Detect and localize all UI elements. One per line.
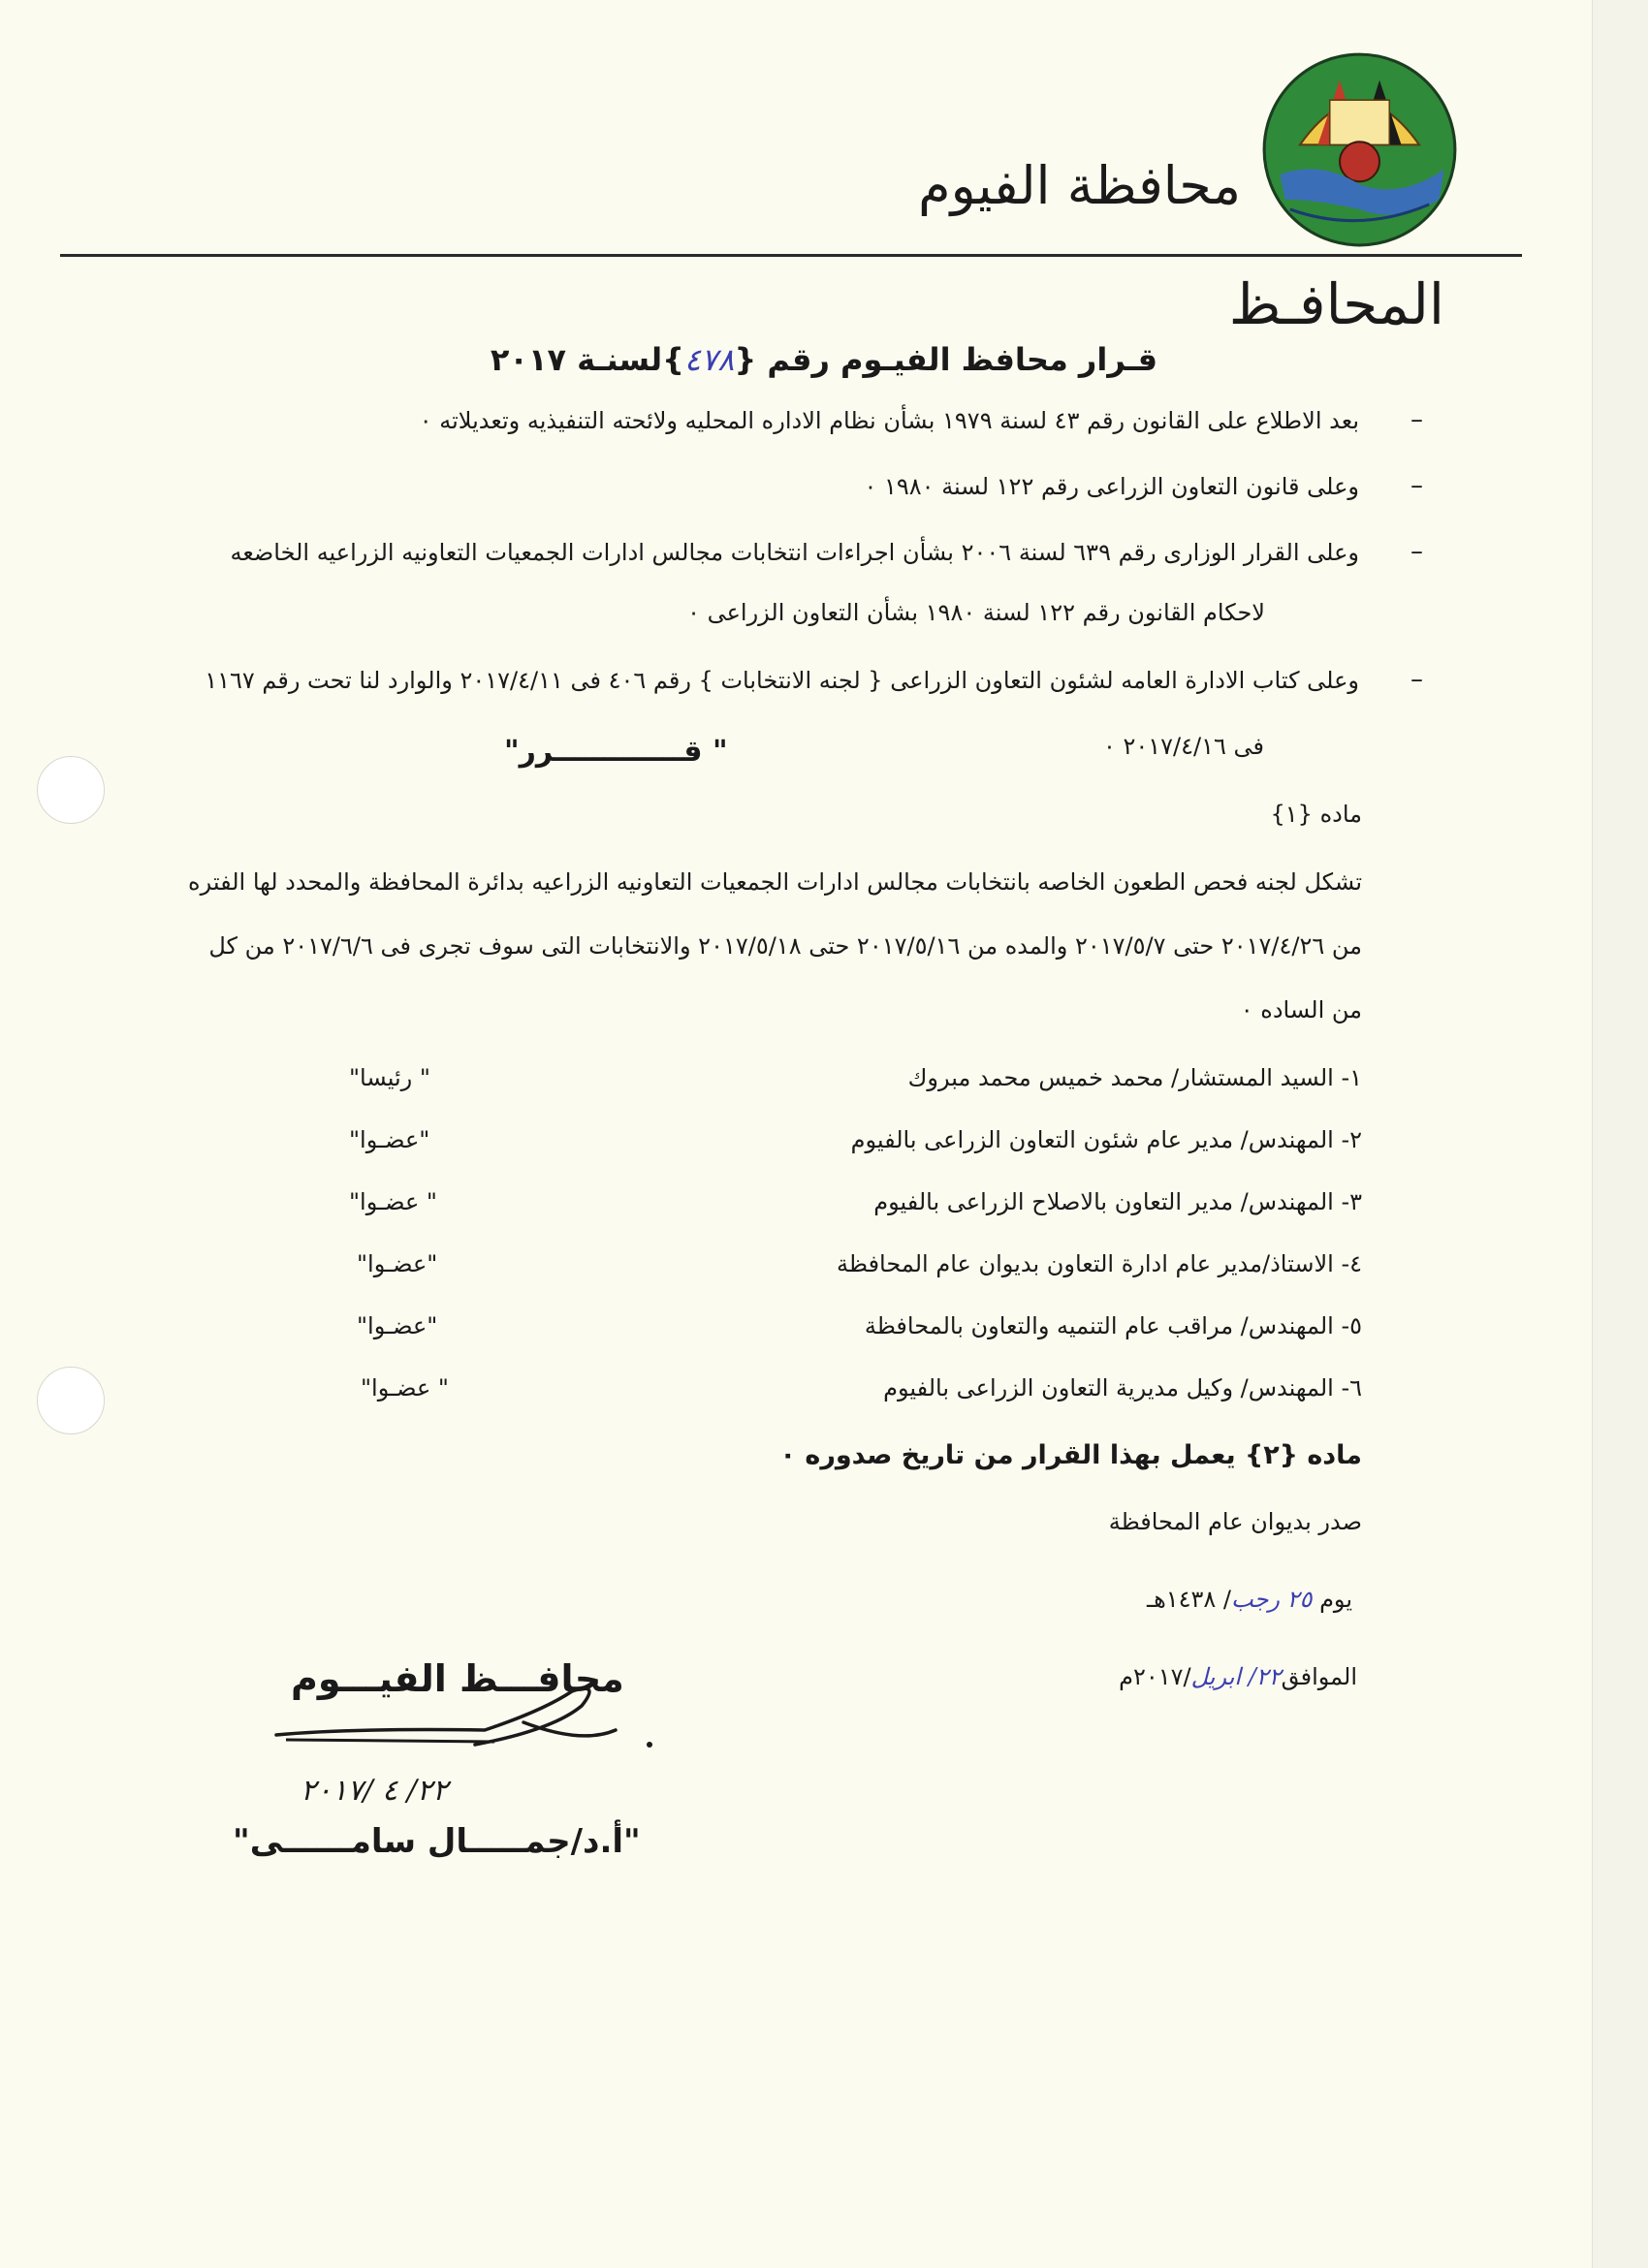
bullet-dash: –	[1410, 537, 1423, 566]
committee-member: ٣- المهندس/ مدير التعاون بالاصلاح الزراعى بالفيوم	[873, 1188, 1362, 1215]
decision-title	[485, 341, 1163, 378]
committee-role: "عضـوا"	[357, 1312, 438, 1339]
gregorian-date-handwritten: ٢٢/ ابريل	[1190, 1663, 1282, 1690]
decision-title-prefix: قـرار محافظ الفيـوم رقم {	[734, 341, 1158, 378]
preamble-line: وعلى كتاب الادارة العامه لشئون التعاون الزراعى { لجنه الانتخابات } رقم ٤٠٦ فى ٢٠١٧/٤/١١ والوارد لنا تحت رقم ١١٦٧	[205, 667, 1359, 694]
governorate-title: محافظة الفيوم	[918, 155, 1241, 216]
article-1-line: من الساده ٠	[1240, 996, 1362, 1024]
bullet-dash: –	[1410, 665, 1423, 694]
decree-heading: " قـــــــــــــرر"	[504, 735, 728, 769]
preamble-line: لاحكام القانون رقم ١٢٢ لسنة ١٩٨٠ بشأن التعاون الزراعى ٠	[687, 599, 1265, 626]
signatory-title: محافـــظ الفيـــوم	[291, 1657, 624, 1700]
gregorian-date-suffix: /٢٠١٧م	[1119, 1663, 1191, 1690]
committee-role: "عضـوا"	[357, 1250, 438, 1277]
committee-member: ١- السيد المستشار/ محمد خميس محمد مبروك	[907, 1064, 1362, 1091]
signatory-name: "أ.د/جمـــــال سامــــــى"	[233, 1822, 641, 1861]
committee-member: ٥- المهندس/ مراقب عام التنميه والتعاون بالمحافظة	[864, 1312, 1362, 1339]
hijri-date-suffix: / ١٤٣٨هـ	[1147, 1586, 1232, 1613]
hijri-date-prefix: يوم	[1319, 1586, 1352, 1613]
bullet-dash: –	[1410, 471, 1423, 500]
gregorian-date	[1119, 1663, 1357, 1690]
preamble-date-line: فى ٢٠١٧/٤/١٦ ٠	[1102, 733, 1264, 760]
punch-hole	[37, 1367, 105, 1434]
hijri-date-handwritten: ٢٥ رجب	[1231, 1586, 1313, 1613]
decision-title-suffix: }لسنـة ٢٠١٧	[490, 341, 684, 378]
fayoum-emblem-logo	[1260, 50, 1459, 249]
header-divider	[60, 254, 1522, 257]
committee-role: " عضـوا"	[349, 1188, 437, 1215]
committee-member: ٤- الاستاذ/مدير عام ادارة التعاون بديوان عام المحافظة	[837, 1250, 1362, 1277]
article-1-label: ماده {١}	[1270, 801, 1362, 828]
committee-member: ٢- المهندس/ مدير عام شئون التعاون الزراعى بالفيوم	[850, 1126, 1362, 1153]
article-1-line: تشكل لجنه فحص الطعون الخاصه بانتخابات مجالس ادارات الجمعيات التعاونيه الزراعيه بدائرة المحافظة والمحدد لها الفتره	[188, 868, 1362, 896]
governor-office-heading: المحافـظ	[1228, 271, 1444, 337]
article-1-line: من ٢٠١٧/٤/٢٦ حتى ٢٠١٧/٥/٧ والمده من ٢٠١٧/٥/١٦ حتى ٢٠١٧/٥/١٨ والانتخابات التى سوف تجرى فى ٢٠١٧/٦/٦ من كل	[208, 932, 1362, 960]
committee-member: ٦- المهندس/ وكيل مديرية التعاون الزراعى بالفيوم	[883, 1374, 1362, 1402]
bullet-dash: –	[1410, 405, 1423, 434]
committee-role: "عضـوا"	[349, 1126, 430, 1153]
issued-line: صدر بديوان عام المحافظة	[1108, 1508, 1362, 1535]
preamble-line: بعد الاطلاع على القانون رقم ٤٣ لسنة ١٩٧٩ بشأن نظام الاداره المحليه ولائحته التنفيذيه وتعديلاته ٠	[419, 407, 1359, 434]
decision-number: ٤٧٨	[683, 341, 735, 378]
punch-hole	[37, 756, 105, 824]
signature-date: ٢٢/ ٤ /٢٠١٧	[301, 1774, 449, 1808]
committee-role: " عضـوا"	[361, 1374, 449, 1402]
preamble-line: وعلى القرار الوزارى رقم ٦٣٩ لسنة ٢٠٠٦ بشأن اجراءات انتخابات مجالس ادارات الجمعيات التعاونيه الزراعيه الخاضعه	[230, 539, 1359, 566]
committee-role: " رئيسا"	[349, 1064, 430, 1091]
gregorian-date-prefix: الموافق	[1281, 1663, 1357, 1690]
article-2: ماده {٢} يعمل بهذا القرار من تاريخ صدوره ٠	[779, 1440, 1362, 1470]
preamble-line: وعلى قانون التعاون الزراعى رقم ١٢٢ لسنة ١٩٨٠ ٠	[864, 473, 1359, 500]
page-edge	[1592, 0, 1648, 2268]
hijri-date	[1147, 1586, 1352, 1613]
